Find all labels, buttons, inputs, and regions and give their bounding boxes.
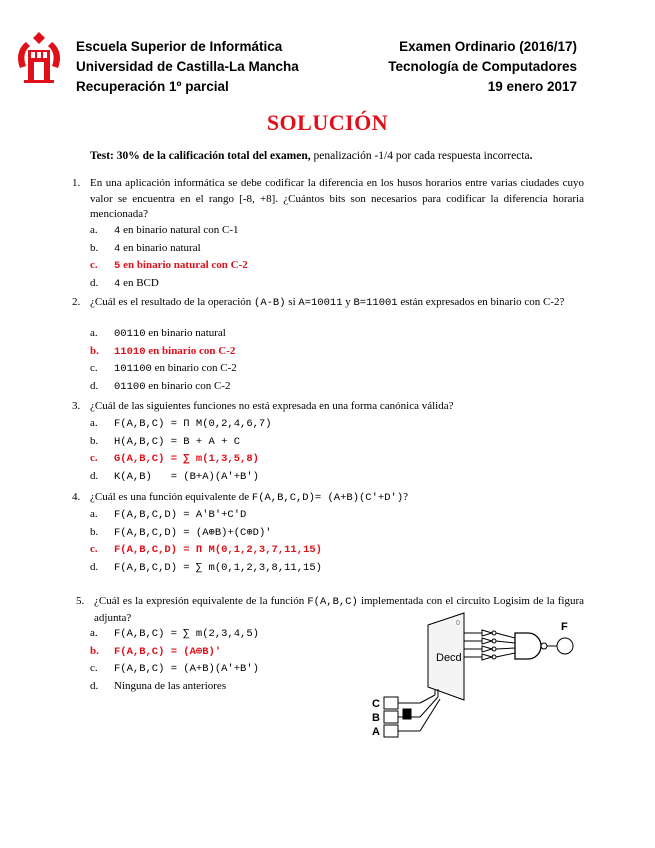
question-5-options [90, 625, 259, 695]
university-logo [14, 30, 64, 86]
exam-type: Examen Ordinario (2016/17) [399, 39, 577, 54]
option-a: a. 4 en binario natural con C-1 [90, 224, 239, 237]
option-a: a. F(A,B,C,D) = A'B'+C'D [90, 508, 247, 521]
question-2-options [90, 325, 237, 395]
option-d: d. K(A,B) = (B+A)(A'+B') [90, 469, 259, 483]
option-b: b. F(A,B,C,D) = (A⊕B)+(C⊕D)' [90, 525, 272, 539]
question-text: ¿Cuál es el resultado de la operación (A-B) si A=10011 y B=11001 están expresados en binario con C-2? [90, 296, 565, 309]
question-2 [72, 295, 584, 312]
option-d: d. 01100 en binario con C-2 [90, 379, 231, 393]
question-number: 5. [76, 595, 85, 607]
option-c-correct: c. G(A,B,C) = ∑ m(1,3,5,8) [90, 452, 259, 465]
option-a: a. F(A,B,C) = Π M(0,2,4,6,7) [90, 417, 272, 430]
question-text: ¿Cuál es la expresión equivalente de la función F(A,B,C) implementada con el circuito Logisim de la figura adjunta? [94, 595, 584, 624]
inverter-3 [482, 646, 492, 652]
option-a: a. F(A,B,C) = ∑ m(2,3,4,5) [90, 627, 259, 640]
output-label: F [561, 621, 568, 633]
option-c: c. 101100 en binario con C-2 [90, 362, 237, 375]
option-b-correct: b. F(A,B,C) = (A⊕B)' [90, 644, 222, 658]
input-label-b: B [372, 712, 380, 724]
question-4 [72, 490, 584, 507]
option-b: b. H(A,B,C) = B + A + C [90, 434, 241, 448]
question-number: 2. [72, 296, 81, 308]
input-pin-a [384, 725, 398, 737]
option-c: c. F(A,B,C) = (A+B)(A'+B') [90, 662, 259, 675]
option-b: b. 4 en binario natural [90, 241, 201, 255]
intro-end: . [529, 150, 533, 162]
output-pin [557, 638, 573, 654]
option-b-correct: b. 11010 en binario con C-2 [90, 344, 236, 358]
page-title: SOLUCIÓN [266, 110, 389, 135]
header-right [388, 37, 577, 97]
question-3-options [90, 415, 272, 485]
input-pin-c [384, 697, 398, 709]
school-name: Escuela Superior de Informática [76, 39, 283, 54]
intro-rest: penalización -1/4 por cada respuesta incorrecta [310, 150, 530, 162]
option-a: a. 00110 en binario natural [90, 327, 226, 340]
question-number: 3. [72, 400, 81, 412]
question-text: ¿Cuál de las siguientes funciones no está expresada en una forma canónica válida? [90, 400, 454, 412]
nand-gate [515, 633, 541, 659]
course-name: Tecnología de Computadores [388, 59, 577, 74]
test-instructions [90, 150, 533, 162]
question-number: 1. [72, 177, 81, 189]
exam-part: Recuperación 1º parcial [76, 79, 229, 94]
intro-bold: Test: 30% de la calificación total del examen, [90, 150, 311, 162]
logisim-circuit-diagram [360, 605, 585, 745]
option-c-correct: c. F(A,B,C,D) = Π M(0,1,2,3,7,11,15) [90, 543, 322, 556]
inverter-1 [482, 630, 492, 636]
inverter-4 [482, 654, 492, 660]
option-d: d. F(A,B,C,D) = ∑ m(0,1,2,3,8,11,15) [90, 560, 322, 574]
input-label-a: A [372, 726, 380, 738]
decoder-pin-label: 0 [456, 620, 460, 627]
question-1-options [90, 222, 248, 292]
inverter-2 [482, 638, 492, 644]
option-d: d. Ninguna de las anteriores [90, 679, 227, 692]
question-4-options [90, 506, 322, 576]
question-text: ¿Cuál es una función equivalente de F(A,B,C,D)= (A+B)(C'+D')? [90, 491, 409, 504]
header-left [76, 37, 299, 97]
question-number: 4. [72, 491, 81, 503]
exam-date: 19 enero 2017 [487, 79, 577, 94]
question-3 [72, 399, 584, 415]
question-1 [72, 176, 584, 223]
university-name: Universidad de Castilla-La Mancha [76, 59, 299, 74]
input-label-c: C [372, 698, 380, 710]
option-c-correct: c. 5 en binario natural con C-2 [90, 259, 248, 272]
question-text: En una aplicación informática se debe codificar la diferencia en los husos horarios entre varias ciudades cuyo valor se encuentra en el rango [-8, +8]. ¿Cuántos bits son necesarios para codificar la diferencia horaria mencionada? [90, 177, 584, 220]
input-pin-b [384, 711, 398, 723]
option-d: d. 4 en BCD [90, 276, 159, 290]
decoder-label: Decd [436, 652, 462, 664]
